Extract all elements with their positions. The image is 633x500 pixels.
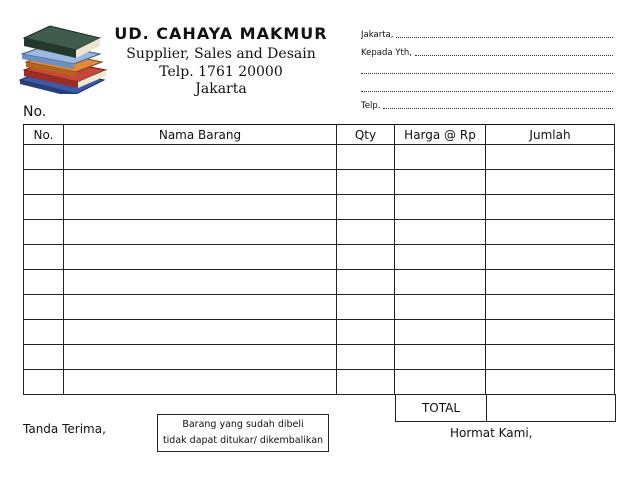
table-row — [24, 295, 615, 320]
table-row — [24, 170, 615, 195]
date-field — [361, 26, 613, 40]
total-table — [395, 394, 616, 422]
return-policy-notice — [157, 414, 329, 452]
notice-line-1: Barang yang sudah dibeli — [182, 419, 304, 430]
date-label: Jakarta, — [361, 30, 394, 40]
address-line-2 — [361, 80, 613, 94]
table-row — [24, 270, 615, 295]
table-row — [24, 145, 615, 170]
column-header-qty: Qty — [337, 125, 395, 145]
total-value-cell — [487, 395, 616, 422]
company-name: UD. CAHAYA MAKMUR — [114, 24, 328, 43]
table-row — [24, 220, 615, 245]
sender-signature-label: Hormat Kami, — [450, 426, 533, 440]
table-row — [24, 370, 615, 395]
company-city: Jakarta — [195, 81, 247, 97]
table-row — [24, 195, 615, 220]
company-phone: Telp. 1761 20000 — [159, 64, 283, 80]
company-tagline: Supplier, Sales and Desain — [126, 46, 316, 62]
items-table — [23, 124, 615, 395]
invoice-number-label: No. — [23, 104, 47, 120]
total-label: TOTAL — [396, 395, 487, 422]
address-line-1 — [361, 62, 613, 76]
phone-label: Telp. — [361, 101, 381, 111]
table-row — [24, 245, 615, 270]
phone-field — [361, 97, 613, 111]
column-header-no: No. — [24, 125, 64, 145]
column-header-amount: Jumlah — [486, 125, 615, 145]
stack-of-books-icon — [16, 24, 108, 94]
total-row — [396, 395, 616, 422]
table-header-row — [24, 125, 615, 145]
notice-line-2: tidak dapat ditukar/ dikembalikan — [162, 435, 324, 446]
column-header-price: Harga @ Rp — [395, 125, 486, 145]
recipient-label: Kepada Yth, — [361, 48, 412, 58]
recipient-field — [361, 44, 613, 58]
table-row — [24, 320, 615, 345]
table-row — [24, 345, 615, 370]
receiver-signature-label: Tanda Terima, — [23, 422, 106, 436]
column-header-item-name: Nama Barang — [64, 125, 337, 145]
